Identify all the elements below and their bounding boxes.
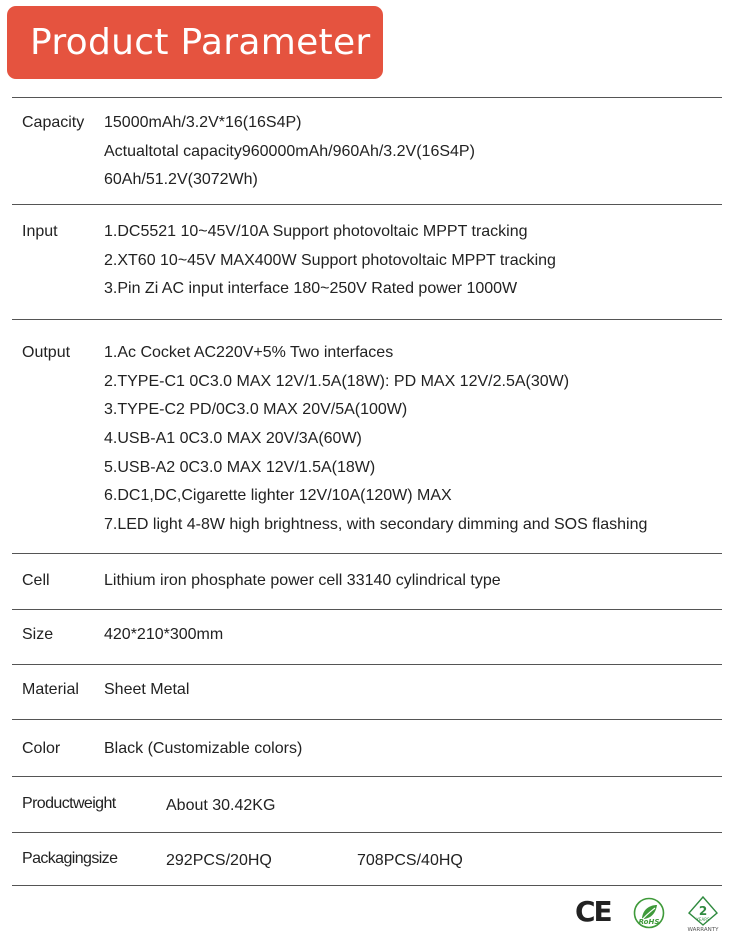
row-label: Size xyxy=(22,626,54,643)
value-line: 2.XT60 10~45V MAX400W Support photovoltaic MPPT tracking xyxy=(104,251,556,269)
warranty-label: WARRANTY xyxy=(687,927,719,933)
row-value: Lithium iron phosphate power cell 33140 cylindrical type xyxy=(104,572,501,589)
divider xyxy=(12,832,722,833)
value-line: 2.TYPE-C1 0C3.0 MAX 12V/1.5A(18W): PD MAX 12V/2.5A(30W) xyxy=(104,372,570,390)
value-line: 6.DC1,DC,Cigarette lighter 12V/10A(120W) MAX xyxy=(104,487,452,505)
divider xyxy=(12,204,722,205)
divider xyxy=(12,719,722,720)
value-line: 5.USB-A2 0C3.0 MAX 12V/1.5A(18W) xyxy=(104,458,376,476)
row-label: Output xyxy=(22,344,71,361)
warranty-icon xyxy=(681,895,725,933)
row-label: Productweight xyxy=(22,795,116,812)
value-line: 1.Ac Cocket AC220V+5% Two interfaces xyxy=(104,344,394,361)
value-line: 3.Pin Zi AC input interface 180~250V Rated power 1000W xyxy=(104,280,518,298)
value-line: 4.USB-A1 0C3.0 MAX 20V/3A(60W) xyxy=(104,430,362,448)
divider xyxy=(12,609,722,610)
row-label: Material xyxy=(22,681,79,698)
divider xyxy=(12,664,722,665)
row-value: 420*210*300mm xyxy=(104,626,224,643)
page-title: Product Parameter xyxy=(30,22,371,63)
value-line: Actualtotal capacity960000mAh/960Ah/3.2V(16S4P) xyxy=(104,142,475,160)
row-value: 292PCS/20HQ xyxy=(166,852,272,869)
divider xyxy=(12,319,722,320)
row-label: Color xyxy=(22,740,61,757)
divider xyxy=(12,97,722,98)
value-line: 60Ah/51.2V(3072Wh) xyxy=(104,171,258,189)
row-value: Sheet Metal xyxy=(104,681,190,698)
value-line: 15000mAh/3.2V*16(16S4P) xyxy=(104,114,302,131)
row-value: About 30.42KG xyxy=(166,797,276,814)
row-value xyxy=(104,339,647,540)
row-label: Input xyxy=(22,223,58,240)
row-value xyxy=(104,109,475,195)
value-line: 7.LED light 4-8W high brightness, with secondary dimming and SOS flashing xyxy=(104,516,648,534)
divider xyxy=(12,553,722,554)
title-banner xyxy=(7,6,383,79)
rohs-icon xyxy=(633,897,665,929)
divider xyxy=(12,776,722,777)
ce-mark-icon: CE xyxy=(575,895,611,928)
row-value: Black (Customizable colors) xyxy=(104,740,303,757)
rohs-text: RoHS xyxy=(638,918,660,926)
warranty-number: 2 xyxy=(698,904,708,918)
row-value: 708PCS/40HQ xyxy=(357,852,463,869)
value-line: 3.TYPE-C2 PD/0C3.0 MAX 20V/5A(100W) xyxy=(104,401,408,419)
row-value xyxy=(104,218,556,304)
value-line: 1.DC5521 10~45V/10A Support photovoltaic MPPT tracking xyxy=(104,223,528,240)
row-label: Packagingsize xyxy=(22,850,118,867)
row-label: Cell xyxy=(22,572,50,589)
row-label: Capacity xyxy=(22,114,85,131)
divider xyxy=(12,885,722,886)
warranty-years: YEARS xyxy=(696,917,710,922)
